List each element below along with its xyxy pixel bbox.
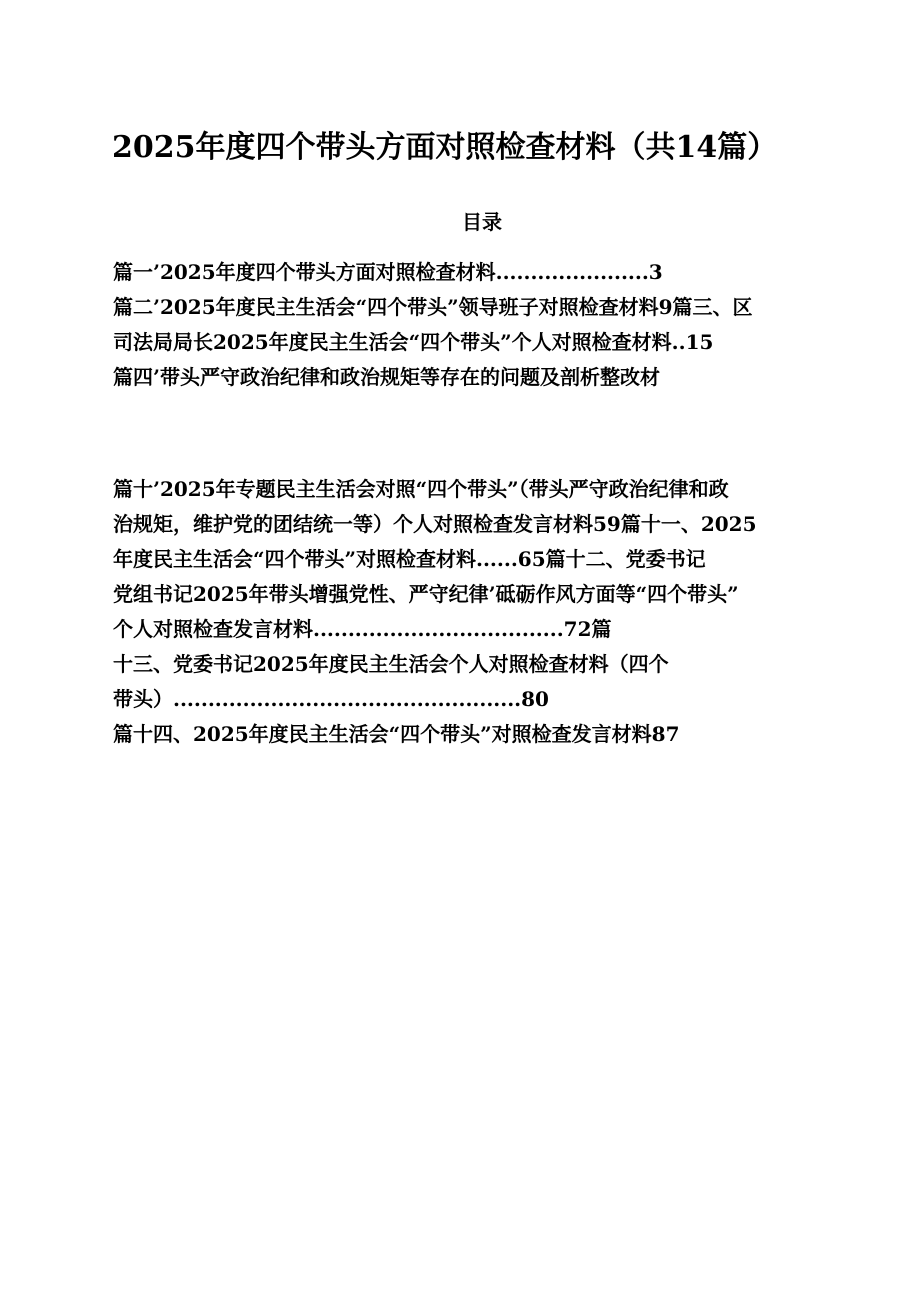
toc-entry-13[interactable]: 十三、党委书记2025年度民主生活会个人对照检查材料（四个 bbox=[113, 652, 669, 676]
toc-entry-12-cont[interactable]: 个人对照检查发言材料....................................72篇 bbox=[113, 617, 612, 641]
toc-entry-1[interactable]: 篇一’2025年度四个带头方面对照检查材料......................3 bbox=[113, 260, 663, 284]
toc-entry-4[interactable]: 篇四’带头严守政治纪律和政治规矩等存在的问题及剖析整改材 bbox=[113, 365, 660, 389]
toc-group-2 bbox=[113, 472, 853, 752]
toc-heading: 目录 bbox=[462, 210, 502, 234]
toc-entry-12[interactable]: 党组书记2025年带头增强党性、严守纪律’砥砺作风方面等“四个带头” bbox=[113, 582, 739, 606]
toc-entry-10[interactable]: 篇十’2025年专题民主生活会对照“四个带头”（带头严守政治纪律和政 bbox=[113, 477, 729, 501]
toc-entry-10-cont[interactable]: 治规矩，维护党的团结统一等）个人对照检查发言材料59篇十一、2025 bbox=[113, 512, 757, 536]
toc-entry-2[interactable]: 篇二’2025年度民主生活会“四个带头”领导班子对照检查材料9篇三、区 bbox=[113, 295, 753, 319]
toc-entry-3[interactable]: 司法局局长2025年度民主生活会“四个带头”个人对照检查材料..15 bbox=[113, 330, 714, 354]
toc-entry-14[interactable]: 篇十四、2025年度民主生活会“四个带头”对照检查发言材料87 bbox=[113, 722, 680, 746]
toc-entry-13-cont[interactable]: 带头）..................................................80 bbox=[113, 687, 549, 711]
document-title: 2025年度四个带头方面对照检查材料（共14篇） bbox=[112, 130, 778, 165]
toc-entry-11[interactable]: 年度民主生活会“四个带头”对照检查材料......65篇十二、党委书记 bbox=[113, 547, 706, 571]
toc-group-1 bbox=[113, 255, 853, 395]
